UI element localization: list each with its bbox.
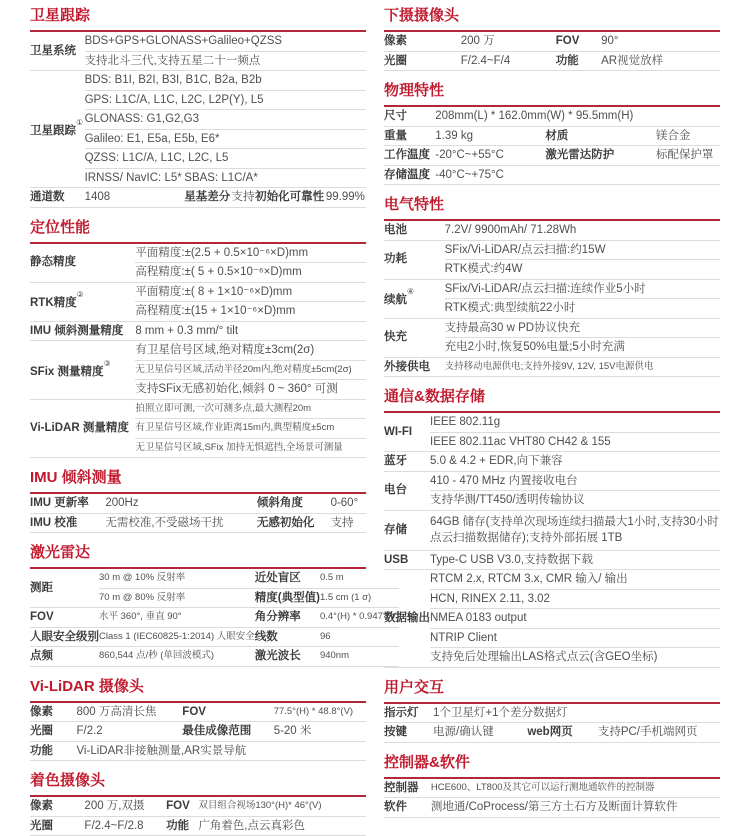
spec-value: BDS: B1I, B2I, B3I, B1C, B2a, B2b <box>85 71 366 91</box>
section-title: 物理特性 <box>384 83 720 107</box>
spec-row <box>384 51 720 71</box>
spec-row <box>384 589 720 609</box>
spec-label-text: USB <box>384 553 409 566</box>
spec-label-text: 像素 <box>30 800 53 812</box>
spec-key: 功能 <box>556 51 601 71</box>
spec-value: 7.2V/ 9900mAh/ 71.28Wh <box>445 221 720 240</box>
spec-label <box>384 32 461 51</box>
spec-value: 广角着色,点云真彩色 <box>198 816 366 836</box>
spec-label <box>384 165 435 185</box>
spec-value: 无卫星信号区域,活动半径20m内,绝对精度±5cm(2σ) <box>135 360 366 380</box>
section-title: 控制器&软件 <box>384 755 720 779</box>
spec-value: 1.5 cm (1 σ) <box>320 588 399 608</box>
spec-key: 功能 <box>166 816 198 836</box>
spec-label-text: 存储 <box>384 523 407 536</box>
section-imu-tilt-survey <box>30 470 366 533</box>
spec-label <box>384 704 433 723</box>
spec-row <box>384 146 720 166</box>
section-satellite-tracking <box>30 8 366 208</box>
spec-label <box>384 452 430 472</box>
spec-value: 208mm(L) * 162.0mm(W) * 95.5mm(H) <box>435 107 720 126</box>
spec-row <box>384 165 720 185</box>
spec-row <box>384 779 720 798</box>
spec-value: 充电2小时,恢复50%电量;5小时充满 <box>445 338 720 358</box>
spec-label <box>384 221 445 240</box>
spec-label-text: 电台 <box>384 484 407 497</box>
spec-key: 精度(典型值) <box>255 588 320 608</box>
spec-label-text: 像素 <box>384 35 407 47</box>
spec-label-text: 功能 <box>30 744 53 757</box>
spec-row <box>384 107 720 126</box>
spec-value: SBAS: L1C/A* <box>184 168 366 188</box>
spec-value: GPS: L1C/A, L1C, L2C, L2P(Y), L5 <box>85 90 366 110</box>
spec-table <box>30 244 366 459</box>
spec-row <box>384 221 720 240</box>
spec-row <box>384 318 720 338</box>
spec-label <box>30 569 99 608</box>
spec-label <box>384 723 433 743</box>
spec-value: SFix/Vi-LiDAR/点云扫描:连续作业5小时 <box>445 279 720 299</box>
spec-label-text: FOV <box>30 611 54 623</box>
spec-key: 倾斜角度 <box>257 494 331 513</box>
spec-table <box>384 32 720 71</box>
spec-label <box>384 318 445 357</box>
spec-value: Galileo: E1, E5a, E5b, E6* <box>85 129 366 149</box>
spec-label-text: 控制器 <box>384 781 419 794</box>
spec-value: RTK模式:典型续航22小时 <box>445 299 720 319</box>
spec-row <box>30 513 366 533</box>
right-column <box>384 6 720 836</box>
spec-value: IRNSS/ NavIC: L5* <box>85 168 185 188</box>
spec-table <box>384 704 720 743</box>
spec-row <box>30 32 366 51</box>
spec-value: 高程精度:±( 5 + 0.5×10⁻⁶×D)mm <box>135 263 366 283</box>
spec-label <box>384 570 430 668</box>
spec-row <box>384 550 720 570</box>
spec-value: 支持 <box>331 513 366 533</box>
spec-label-text: 存储温度 <box>384 168 430 181</box>
spec-value: 双目组合视场130°(H)* 46°(V) <box>198 797 366 816</box>
spec-label-text: 蓝牙 <box>384 455 407 467</box>
section-title: 通信&数据存储 <box>384 389 720 413</box>
spec-value: NMEA 0183 output <box>430 609 720 629</box>
spec-label <box>30 513 105 533</box>
section-vi-lidar-camera <box>30 679 366 762</box>
spec-label-text: IMU 校准 <box>30 516 78 529</box>
spec-label-text: 光圈 <box>384 54 407 67</box>
spec-label-text: 指示灯 <box>384 706 419 719</box>
spec-key: 初始化可靠性 <box>255 188 326 208</box>
spec-label-text: 快充 <box>384 331 407 344</box>
spec-value: 1.39 kg <box>435 126 545 146</box>
spec-row <box>384 704 720 723</box>
spec-table <box>384 779 720 818</box>
spec-value: 高程精度:±(15 + 1×10⁻⁶×D)mm <box>135 302 366 322</box>
spec-row <box>384 413 720 432</box>
spec-value: 0-60° <box>331 494 366 513</box>
spec-label-text: 续航 <box>384 294 407 307</box>
footnote-marker: ② <box>76 290 84 300</box>
spec-key: 线数 <box>255 627 320 647</box>
spec-label <box>30 741 76 761</box>
spec-label <box>384 51 461 71</box>
section-title: 激光雷达 <box>30 545 366 569</box>
spec-label-text: 尺寸 <box>384 110 407 122</box>
spec-label <box>30 797 84 816</box>
spec-row <box>384 648 720 668</box>
spec-label-text: 按键 <box>384 726 407 738</box>
spec-row <box>30 703 366 722</box>
spec-value: 0.5 m <box>320 569 399 588</box>
spec-label <box>30 244 135 283</box>
spec-value: 测地通/CoProcess/第三方土石方及断面计算软件 <box>431 798 720 818</box>
spec-label <box>384 146 435 166</box>
spec-row <box>30 282 366 302</box>
spec-value: 96 <box>320 627 399 647</box>
spec-row <box>384 510 720 550</box>
spec-row <box>384 32 720 51</box>
spec-key: 激光雷达防护 <box>545 146 656 166</box>
section-title: IMU 倾斜测量 <box>30 470 366 494</box>
spec-value: AR视觉放样 <box>601 51 720 71</box>
spec-value: HCN, RINEX 2.11, 3.02 <box>430 589 720 609</box>
spec-table <box>30 797 366 836</box>
spec-value: Class 1 (IEC60825-1:2014) 人眼安全 <box>99 627 255 647</box>
spec-row <box>384 471 720 491</box>
spec-value: 标配保护罩 <box>656 146 720 166</box>
spec-key: FOV <box>182 703 273 722</box>
spec-label-text: SFix 测量精度 <box>30 365 104 378</box>
spec-row <box>384 491 720 511</box>
spec-label <box>384 413 430 452</box>
spec-label-text: 功耗 <box>384 253 407 266</box>
section-title: 用户交互 <box>384 680 720 704</box>
spec-label-text: Vi-LiDAR 测量精度 <box>30 422 129 434</box>
spec-label-text: 点频 <box>30 650 53 662</box>
spec-row <box>384 798 720 818</box>
spec-row <box>30 797 366 816</box>
spec-value: 800 万高清长焦 <box>76 703 182 722</box>
spec-value: 支持最高30 w PD协议快充 <box>445 318 720 338</box>
spec-table <box>30 494 366 533</box>
spec-label <box>30 608 99 628</box>
spec-value: 5.0 & 4.2 + EDR,向下兼容 <box>430 452 720 472</box>
spec-value: SFix/Vi-LiDAR/点云扫描:约15W <box>445 240 720 260</box>
spec-label <box>384 510 430 550</box>
spec-value: 410 - 470 MHz 内置接收电台 <box>430 471 720 491</box>
spec-row <box>30 244 366 263</box>
spec-value: 64GB 储存(支持单次现场连续扫描最大1小时,支持30小时点云扫描数据储存);支持外部拓展 1TB <box>430 510 720 550</box>
spec-value: 940nm <box>320 647 399 667</box>
section-electrical-characteristics <box>384 197 720 377</box>
section-title: 卫星跟踪 <box>30 8 366 32</box>
spec-value: 200Hz <box>105 494 257 513</box>
spec-value: RTCM 2.x, RTCM 3.x, CMR 输入/ 输出 <box>430 570 720 590</box>
spec-label <box>30 399 135 458</box>
spec-value: 支持移动电源供电;支持外接9V, 12V, 15V电源供电 <box>445 357 720 377</box>
section-colorizing-camera <box>30 773 366 836</box>
spec-value: 支持PC/手机端网页 <box>598 723 720 743</box>
spec-row <box>30 627 399 647</box>
section-title: 电气特性 <box>384 197 720 221</box>
spec-label <box>384 471 430 510</box>
spec-row <box>384 723 720 743</box>
spec-value: 支持北斗三代,支持五星二十一频点 <box>85 51 366 71</box>
spec-label <box>384 779 431 798</box>
spec-value: 水平 360°, 垂直 90° <box>99 608 255 628</box>
spec-key: 材质 <box>545 126 656 146</box>
spec-row <box>30 722 366 742</box>
spec-row <box>384 609 720 629</box>
spec-value: 镁合金 <box>656 126 720 146</box>
spec-value: F/2.2 <box>76 722 182 742</box>
section-title: Vi-LiDAR 摄像头 <box>30 679 366 703</box>
spec-row <box>384 126 720 146</box>
spec-label <box>30 703 76 722</box>
spec-value: 支持 <box>231 188 255 208</box>
spec-key: 星基差分 <box>184 188 231 208</box>
section-bottom-camera <box>384 8 720 71</box>
spec-row <box>30 188 366 208</box>
spec-sheet <box>30 6 720 836</box>
spec-row <box>384 628 720 648</box>
spec-row <box>30 321 366 341</box>
spec-label <box>30 32 85 71</box>
spec-key: FOV <box>166 797 198 816</box>
spec-row <box>30 341 366 361</box>
spec-table <box>384 107 720 185</box>
spec-label-text: RTK精度 <box>30 297 77 310</box>
spec-value: 平面精度:±( 8 + 1×10⁻⁶×D)mm <box>135 282 366 302</box>
spec-value: NTRIP Client <box>430 628 720 648</box>
spec-value: 支持华测/TT450/透明传输协议 <box>430 491 720 511</box>
spec-row <box>384 432 720 452</box>
spec-value: 0.4°(H) * 0.947°(V) <box>320 608 399 628</box>
spec-value: Vi-LiDAR非接触测量,AR实景导航 <box>76 741 366 761</box>
spec-value: IEEE 802.11ac VHT80 CH42 & 155 <box>430 432 720 452</box>
section-title: 着色摄像头 <box>30 773 366 797</box>
spec-label-text: 卫星跟踪 <box>30 124 76 137</box>
spec-value: QZSS: L1C/A, L1C, L2C, L5 <box>85 149 366 169</box>
spec-key: 角分辨率 <box>255 608 320 628</box>
spec-label <box>30 71 85 188</box>
spec-value: 无需校准,不受磁场干扰 <box>105 513 257 533</box>
spec-value: 1408 <box>85 188 185 208</box>
spec-label-text: 像素 <box>30 705 53 718</box>
spec-label <box>384 240 445 279</box>
section-physical-characteristics <box>384 83 720 185</box>
spec-row <box>30 608 399 628</box>
spec-row <box>30 399 366 419</box>
spec-label-text: 工作温度 <box>384 149 430 161</box>
spec-label <box>30 627 99 647</box>
spec-label-text: 卫星系统 <box>30 44 76 57</box>
spec-value: BDS+GPS+GLONASS+Galileo+QZSS <box>85 32 366 51</box>
spec-value: 支持SFix无感初始化,倾斜 0 ~ 360° 可测 <box>135 380 366 400</box>
spec-key: FOV <box>556 32 601 51</box>
spec-row <box>30 71 366 91</box>
spec-value: -20°C~+55°C <box>435 146 545 166</box>
spec-label-text: 光圈 <box>30 725 53 737</box>
spec-table <box>384 413 720 668</box>
spec-table <box>30 703 366 762</box>
spec-label <box>30 282 135 321</box>
spec-value: 1个卫星灯+1个差分数据灯 <box>433 704 720 723</box>
spec-label <box>384 798 431 818</box>
spec-value: 90° <box>601 32 720 51</box>
spec-value: 拍照立即可测,一次可测多点,最大测程20m <box>135 399 366 419</box>
spec-value: F/2.4~F/4 <box>461 51 556 71</box>
spec-value: 电源/确认键 <box>433 723 527 743</box>
spec-row <box>384 452 720 472</box>
spec-table <box>30 569 399 667</box>
spec-key: 近处盲区 <box>255 569 320 588</box>
spec-label <box>384 550 430 570</box>
spec-row <box>384 570 720 590</box>
spec-value: 支持免后处理输出LAS格式点云(含GEO坐标) <box>430 648 720 668</box>
spec-label-text: 静态精度 <box>30 256 76 269</box>
spec-label-text: 软件 <box>384 801 407 813</box>
spec-label-text: 测距 <box>30 581 53 594</box>
section-controller-software <box>384 755 720 818</box>
spec-label-text: 重量 <box>384 129 407 142</box>
spec-value: 有卫星信号区域,绝对精度±3cm(2σ) <box>135 341 366 361</box>
spec-value: IEEE 802.11g <box>430 413 720 432</box>
spec-key: 激光波长 <box>255 647 320 667</box>
footnote-marker: ④ <box>407 287 415 297</box>
spec-label <box>30 341 135 400</box>
section-title: 定位性能 <box>30 220 366 244</box>
spec-label-text: 数据输出 <box>384 612 430 624</box>
spec-value: HCE600、LT800及其它可以运行测地通软件的控制器 <box>431 779 720 798</box>
section-user-interaction <box>384 680 720 743</box>
section-title: 下摄摄像头 <box>384 8 720 32</box>
spec-value: 860,544 点/秒 (单回波模式) <box>99 647 255 667</box>
spec-label-text: IMU 倾斜测量精度 <box>30 324 124 337</box>
spec-label <box>30 494 105 513</box>
spec-value: 70 m @ 80% 反射率 <box>99 588 255 608</box>
spec-value: -40°C~+75°C <box>435 165 720 185</box>
spec-label-text: 外接供电 <box>384 360 430 373</box>
spec-label-text: IMU 更新率 <box>30 497 89 509</box>
spec-label-text: 人眼安全级别 <box>30 630 99 643</box>
spec-label <box>384 107 435 126</box>
spec-value: Type-C USB V3.0,支持数据下载 <box>430 550 720 570</box>
spec-row <box>384 357 720 377</box>
spec-label <box>30 321 135 341</box>
spec-label-text: 通道数 <box>30 191 65 203</box>
spec-label <box>30 188 85 208</box>
spec-label <box>384 279 445 318</box>
spec-label <box>30 647 99 667</box>
spec-value: 有卫星信号区域,作业距离15m内,典型精度±5cm <box>135 419 366 439</box>
spec-table <box>30 32 366 208</box>
spec-value: 200 万 <box>461 32 556 51</box>
spec-label-text: 电池 <box>384 224 407 236</box>
spec-value: RTK模式:约4W <box>445 260 720 280</box>
spec-value: 平面精度:±(2.5 + 0.5×10⁻⁶×D)mm <box>135 244 366 263</box>
spec-value: 8 mm + 0.3 mm/° tilt <box>135 321 366 341</box>
spec-value: 77.5°(H) * 48.8°(V) <box>274 703 366 722</box>
spec-key: web网页 <box>527 723 598 743</box>
spec-key: 无感初始化 <box>257 513 331 533</box>
spec-label-text: WI-FI <box>384 425 413 438</box>
spec-row <box>30 647 399 667</box>
spec-value: 5-20 米 <box>274 722 366 742</box>
spec-row <box>30 741 366 761</box>
spec-label <box>30 722 76 742</box>
spec-value: 无卫星信号区域,SFix 加持无惧遮挡,全场景可测量 <box>135 438 366 458</box>
spec-row <box>30 494 366 513</box>
spec-value: 99.99% <box>326 188 366 208</box>
spec-label <box>384 357 445 377</box>
spec-row <box>384 279 720 299</box>
footnote-marker: ① <box>76 117 84 127</box>
spec-row <box>30 569 399 588</box>
spec-label <box>384 126 435 146</box>
spec-value: 30 m @ 10% 反射率 <box>99 569 255 588</box>
spec-key: 最佳成像范围 <box>182 722 273 742</box>
section-comm-data-storage <box>384 389 720 668</box>
spec-table <box>384 221 720 377</box>
spec-label-text: 光圈 <box>30 819 53 832</box>
footnote-marker: ③ <box>103 358 111 368</box>
spec-value: GLONASS: G1,G2,G3 <box>85 110 366 130</box>
spec-row <box>384 240 720 260</box>
spec-value: 200 万,双摄 <box>84 797 166 816</box>
section-positioning-performance <box>30 220 366 459</box>
spec-value: F/2.4~F/2.8 <box>84 816 166 836</box>
